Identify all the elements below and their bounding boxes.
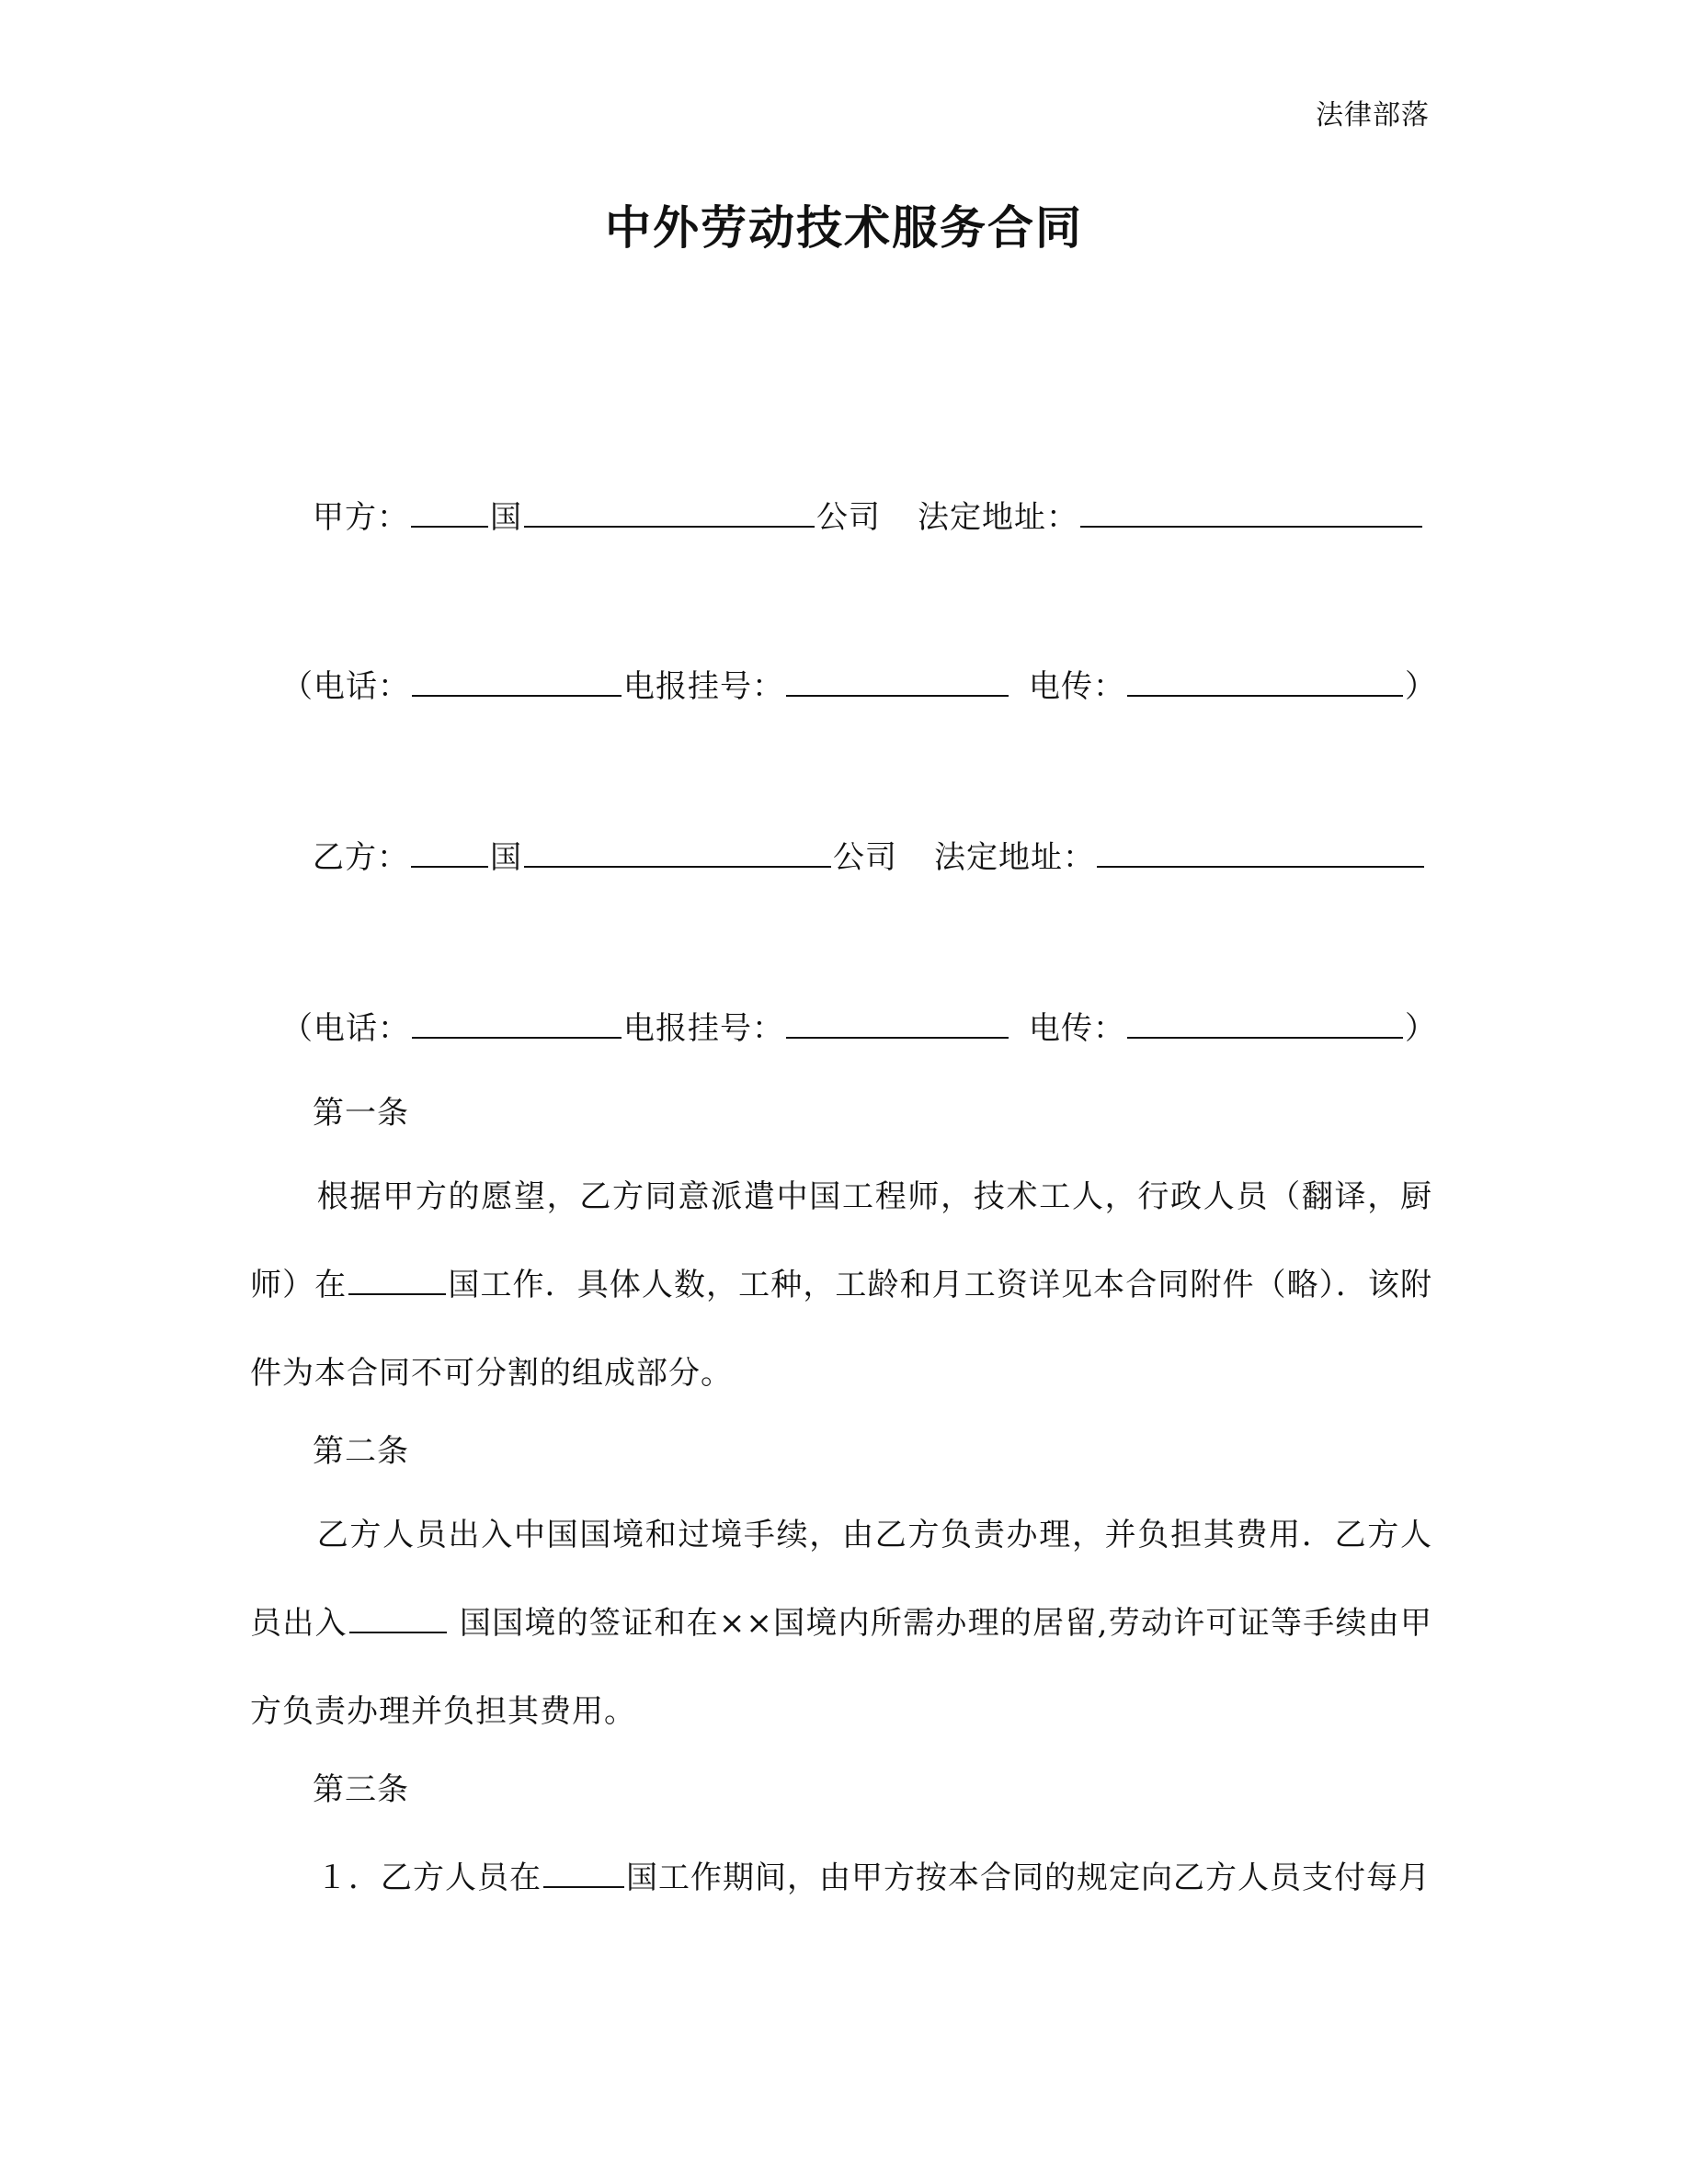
article-3-item-1-text-b: 国工作期间，由甲方按本合同的规定向乙方人员支付每月	[626, 1860, 1431, 1896]
party-b-contact-close: ）	[1405, 1010, 1437, 1047]
party-a-contact-close: ）	[1405, 668, 1437, 705]
party-b-country-blank[interactable]	[411, 833, 488, 868]
article-1-country-blank[interactable]	[348, 1260, 446, 1295]
party-b-address-label: 法定地址：	[934, 839, 1095, 876]
article-2-heading: 第二条	[313, 1433, 409, 1470]
article-2-text-b: 国国境的签证和在××国境内所需办理的居留,劳动许可证等手续由甲方负责办理并负担其费用。	[250, 1605, 1432, 1730]
party-b-contact-line	[281, 1004, 1437, 1050]
party-a-fax-blank[interactable]	[1127, 662, 1403, 697]
article-2-paragraph	[250, 1491, 1432, 1756]
party-a-phone-label: （电话：	[281, 668, 410, 705]
article-1-paragraph	[250, 1153, 1432, 1417]
party-a-phone-blank[interactable]	[412, 662, 622, 697]
article-3-heading: 第三条	[313, 1771, 409, 1808]
article-2-country-blank[interactable]	[349, 1598, 447, 1633]
party-a-country-suffix: 国	[490, 499, 522, 536]
party-a-company-suffix: 公司	[816, 499, 881, 536]
party-a-label: 甲方：	[313, 499, 409, 536]
party-b-label: 乙方：	[313, 839, 409, 876]
party-a-fax-label: 电传：	[1029, 668, 1125, 705]
party-b-phone-blank[interactable]	[412, 1004, 622, 1039]
article-2-text-a: 乙方人员出入中国国境和过境手续，由乙方负责办理，并负担其费用．乙方人员出入	[250, 1517, 1432, 1642]
article-3-item-1-text-a: １．乙方人员在	[316, 1860, 542, 1896]
party-b-country-suffix: 国	[490, 839, 522, 876]
party-b-telegram-blank[interactable]	[786, 1004, 1009, 1039]
party-a-line	[313, 493, 1424, 539]
party-b-company-suffix: 公司	[833, 839, 897, 876]
party-a-telegram-blank[interactable]	[786, 662, 1009, 697]
document-title: 中外劳动技术服务合同	[605, 200, 1083, 255]
article-3-item-1	[316, 1853, 1431, 1899]
party-b-fax-label: 电传：	[1029, 1010, 1125, 1047]
article-1-text-b: 国工作．具体人数，工种，工龄和月工资详见本合同附件（略）．该附件为本合同不可分割的组成部分。	[250, 1267, 1432, 1392]
article-1-text-a: 根据甲方的愿望，乙方同意派遣中国工程师，技术工人，行政人员（翻译，厨师）在	[250, 1178, 1432, 1303]
source-label: 法律部落	[1316, 99, 1430, 131]
article-1-heading: 第一条	[313, 1095, 409, 1132]
party-b-phone-label: （电话：	[281, 1010, 410, 1047]
party-a-contact-line	[281, 662, 1437, 708]
party-b-address-blank[interactable]	[1097, 833, 1424, 868]
party-b-fax-blank[interactable]	[1127, 1004, 1403, 1039]
party-a-address-blank[interactable]	[1080, 493, 1422, 528]
party-b-telegram-label: 电报挂号：	[623, 1010, 784, 1047]
article-3-country-blank[interactable]	[543, 1853, 624, 1888]
party-a-address-label: 法定地址：	[918, 499, 1078, 536]
party-a-telegram-label: 电报挂号：	[623, 668, 784, 705]
party-b-company-blank[interactable]	[524, 833, 831, 868]
party-a-company-blank[interactable]	[524, 493, 815, 528]
party-b-line	[313, 833, 1426, 879]
party-a-country-blank[interactable]	[411, 493, 488, 528]
